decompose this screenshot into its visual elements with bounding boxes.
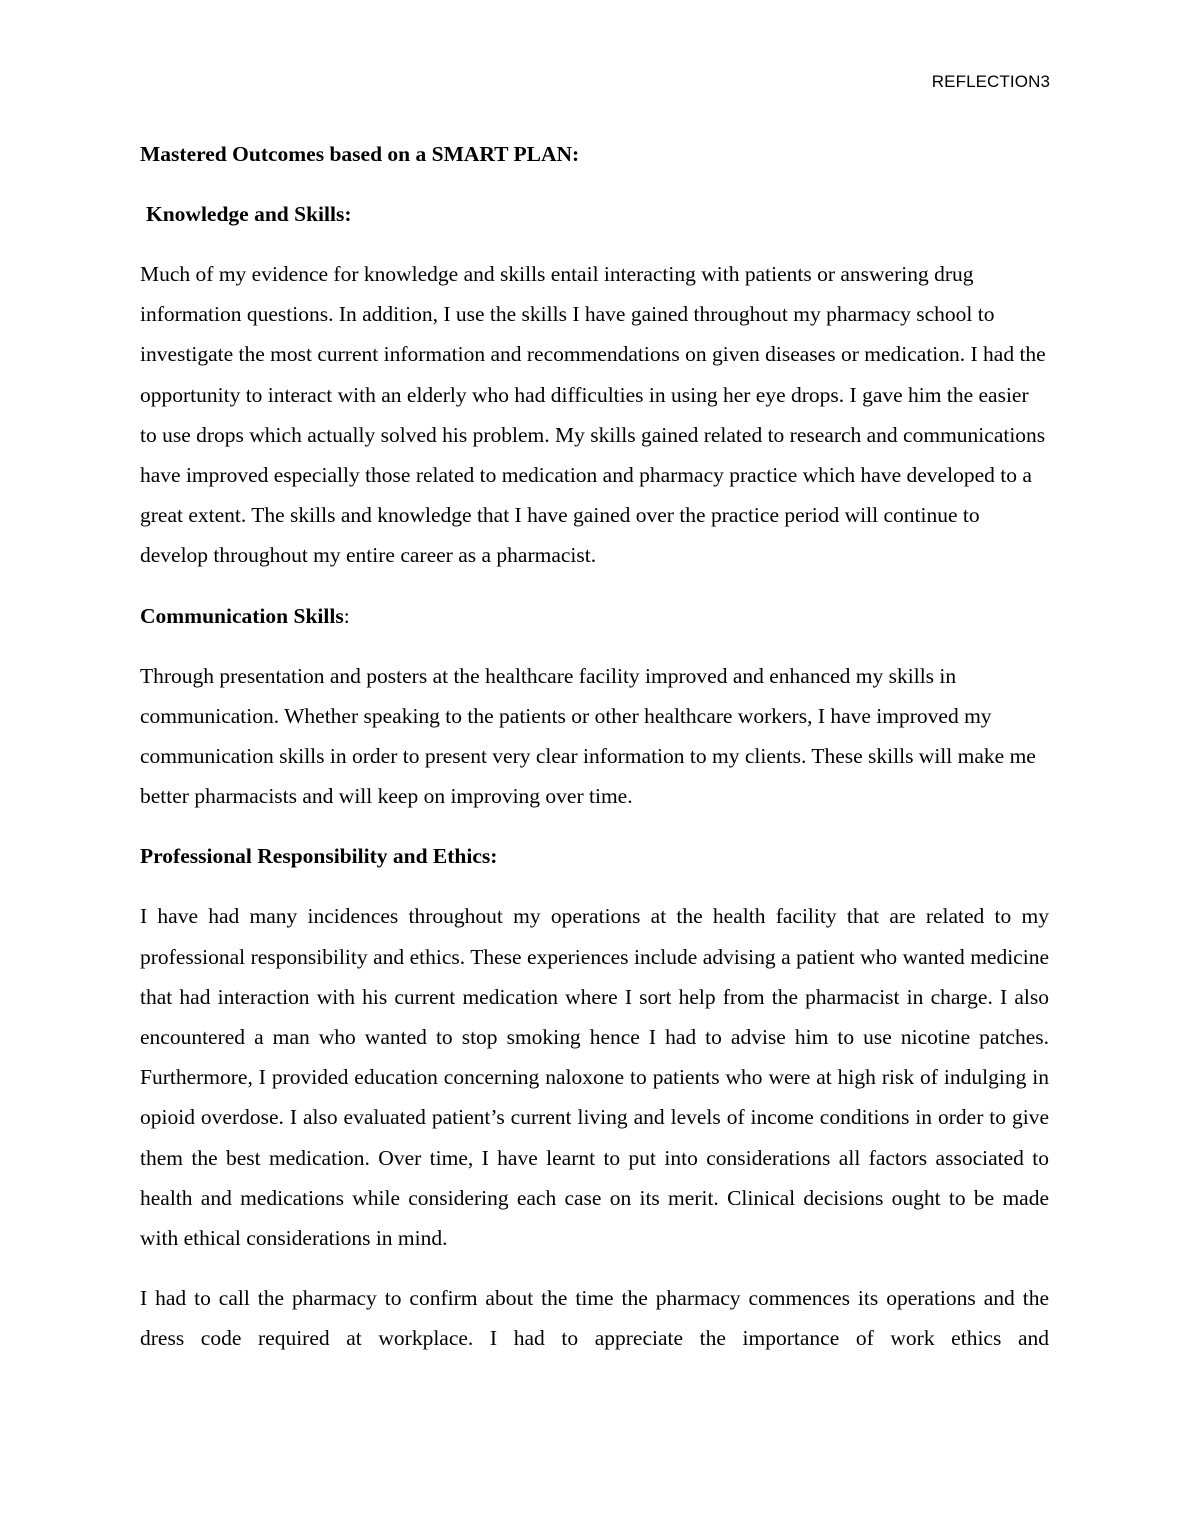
document-title: Mastered Outcomes based on a SMART PLAN: [140, 142, 580, 166]
section-heading-communication-colon: : [343, 603, 350, 628]
section-heading-communication-skills [140, 602, 1049, 630]
section-heading-professional-ethics: Professional Responsibility and Ethics: [140, 844, 498, 869]
section-heading-communication-label: Communication Skills [140, 603, 344, 628]
paragraph-professional-ethics-2: I had to call the pharmacy to confirm about the time the pharmacy commences its operations and the dress code required at workplace. I had to appreciate the importance of work ethics and [140, 1286, 1049, 1351]
section-heading-knowledge-skills: Knowledge and Skills: [146, 202, 352, 226]
paragraph-knowledge-skills: Much of my evidence for knowledge and skills entail interacting with patients or answering drug information questions. In addition, I use the skills I have gained throughout my pharmacy school to investigate the most current information and recommendations on given diseases or medication. I had the opportunity to interact with an elderly who had difficulties in using her eye drops. I gave him the easier to use drops which actually solved his problem. My skills gained related to research and communications have improved especially those related to medication and pharmacy practice which have developed to a great extent. The skills and knowledge that I have gained over the practice period will continue to develop throughout my entire career as a pharmacist. [140, 262, 1046, 568]
running-head: REFLECTION3 [931, 72, 1050, 91]
paragraph-communication-skills: Through presentation and posters at the healthcare facility improved and enhanced my skills in communication. Whether speaking to the patients or other healthcare workers, I have improved my communication skills in order to present very clear information to my clients. These skills will make me better pharmacists and will keep on improving over time. [140, 663, 1036, 809]
document-body [140, 140, 1049, 1385]
paragraph-professional-ethics-1: I have had many incidences throughout my operations at the health facility that are related to my professional responsibility and ethics. These experiences include advising a patient who wanted medicine that had interaction with his current medication where I sort help from the pharmacist in charge. I also encountered a man who wanted to stop smoking hence I had to advise him to use nicotine patches. Furthermore, I provided education concerning naloxone to patients who were at high risk of indulging in opioid overdose. I also evaluated patient’s current living and levels of income conditions in order to give them the best medication. Over time, I have learnt to put into considerations all factors associated to health and medications while considering each case on its merit. Clinical decisions ought to be made with ethical considerations in mind. [140, 904, 1049, 1251]
